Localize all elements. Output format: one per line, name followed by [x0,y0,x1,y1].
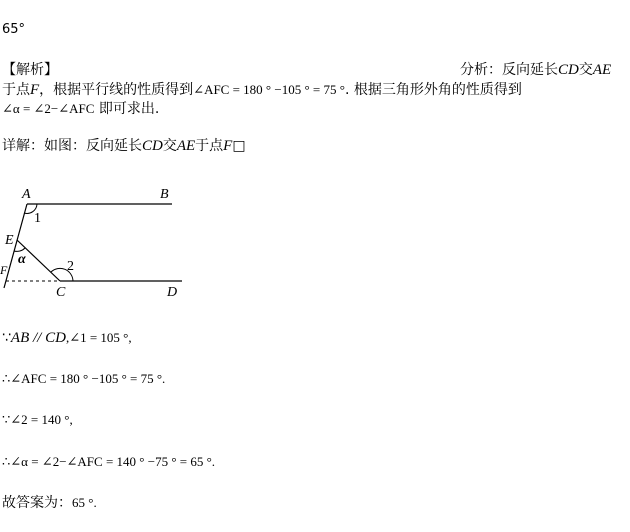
analysis-line2 [2,82,522,98]
label-a: A [22,187,31,202]
detail-line [2,138,246,154]
analysis-line2-c: . 根据三角形外角的性质得到 [344,82,522,98]
detail-f: F [223,138,233,154]
analysis-tag: 【解析】 [2,62,58,78]
final-answer [2,495,97,511]
segment-ae: AE [592,62,612,78]
step-1 [2,330,132,346]
final-label: 故答案为： [2,495,72,511]
formula-alpha: ∠α = ∠2−∠AFC [2,101,95,116]
label-b: B [160,187,169,202]
segment-cd: CD [558,62,579,78]
label-angle-2: 2 [67,259,74,274]
label-e: E [5,233,14,248]
label-f: F [0,263,8,277]
analysis-jiao: 交 [578,62,593,78]
analysis-line2-a: 于点 [2,82,30,98]
step1-cd: CD [45,330,66,346]
detail-prefix: 详解：如图：反向延长 [2,138,142,154]
detail-ae: AE [176,138,196,154]
label-c: C [56,285,66,300]
label-angle-1: 1 [34,211,41,226]
label-alpha: α [18,252,26,267]
analysis-prefix: 分析：反向延长 [460,62,558,78]
because-symbol: ∵ [2,330,11,346]
detail-yu: 于点 [195,138,224,154]
step-2: ∴∠AFC = 180 ° −105 ° = 75 °. [2,371,166,386]
label-d: D [167,285,178,300]
final-value: 65 °. [72,495,97,510]
answer-text: 65° [2,22,26,37]
detail-jiao: 交 [162,138,177,154]
analysis-line1 [460,62,611,78]
detail-cd: CD [142,138,163,154]
analysis-line2-b: ，根据平行线的性质得到 [39,82,194,98]
analysis-line3-text: 即可求出. [94,101,160,117]
formula-afc: ∠AFC = 180 ° −105 ° = 75 ° [193,82,345,97]
angle-arc-alpha [14,248,25,251]
analysis-line3 [2,101,159,117]
step-3: ∵∠2 = 140 °, [2,412,73,427]
detail-suffix: □ [232,138,246,154]
point-f: F [30,82,40,98]
geometry-figure [0,182,200,302]
step1-parallel: // [29,330,46,346]
step1-rest: ,∠1 = 105 °, [65,330,132,345]
step1-ab: AB [10,330,30,346]
step-4: ∴∠α = ∠2−∠AFC = 140 ° −75 ° = 65 °. [2,454,216,469]
